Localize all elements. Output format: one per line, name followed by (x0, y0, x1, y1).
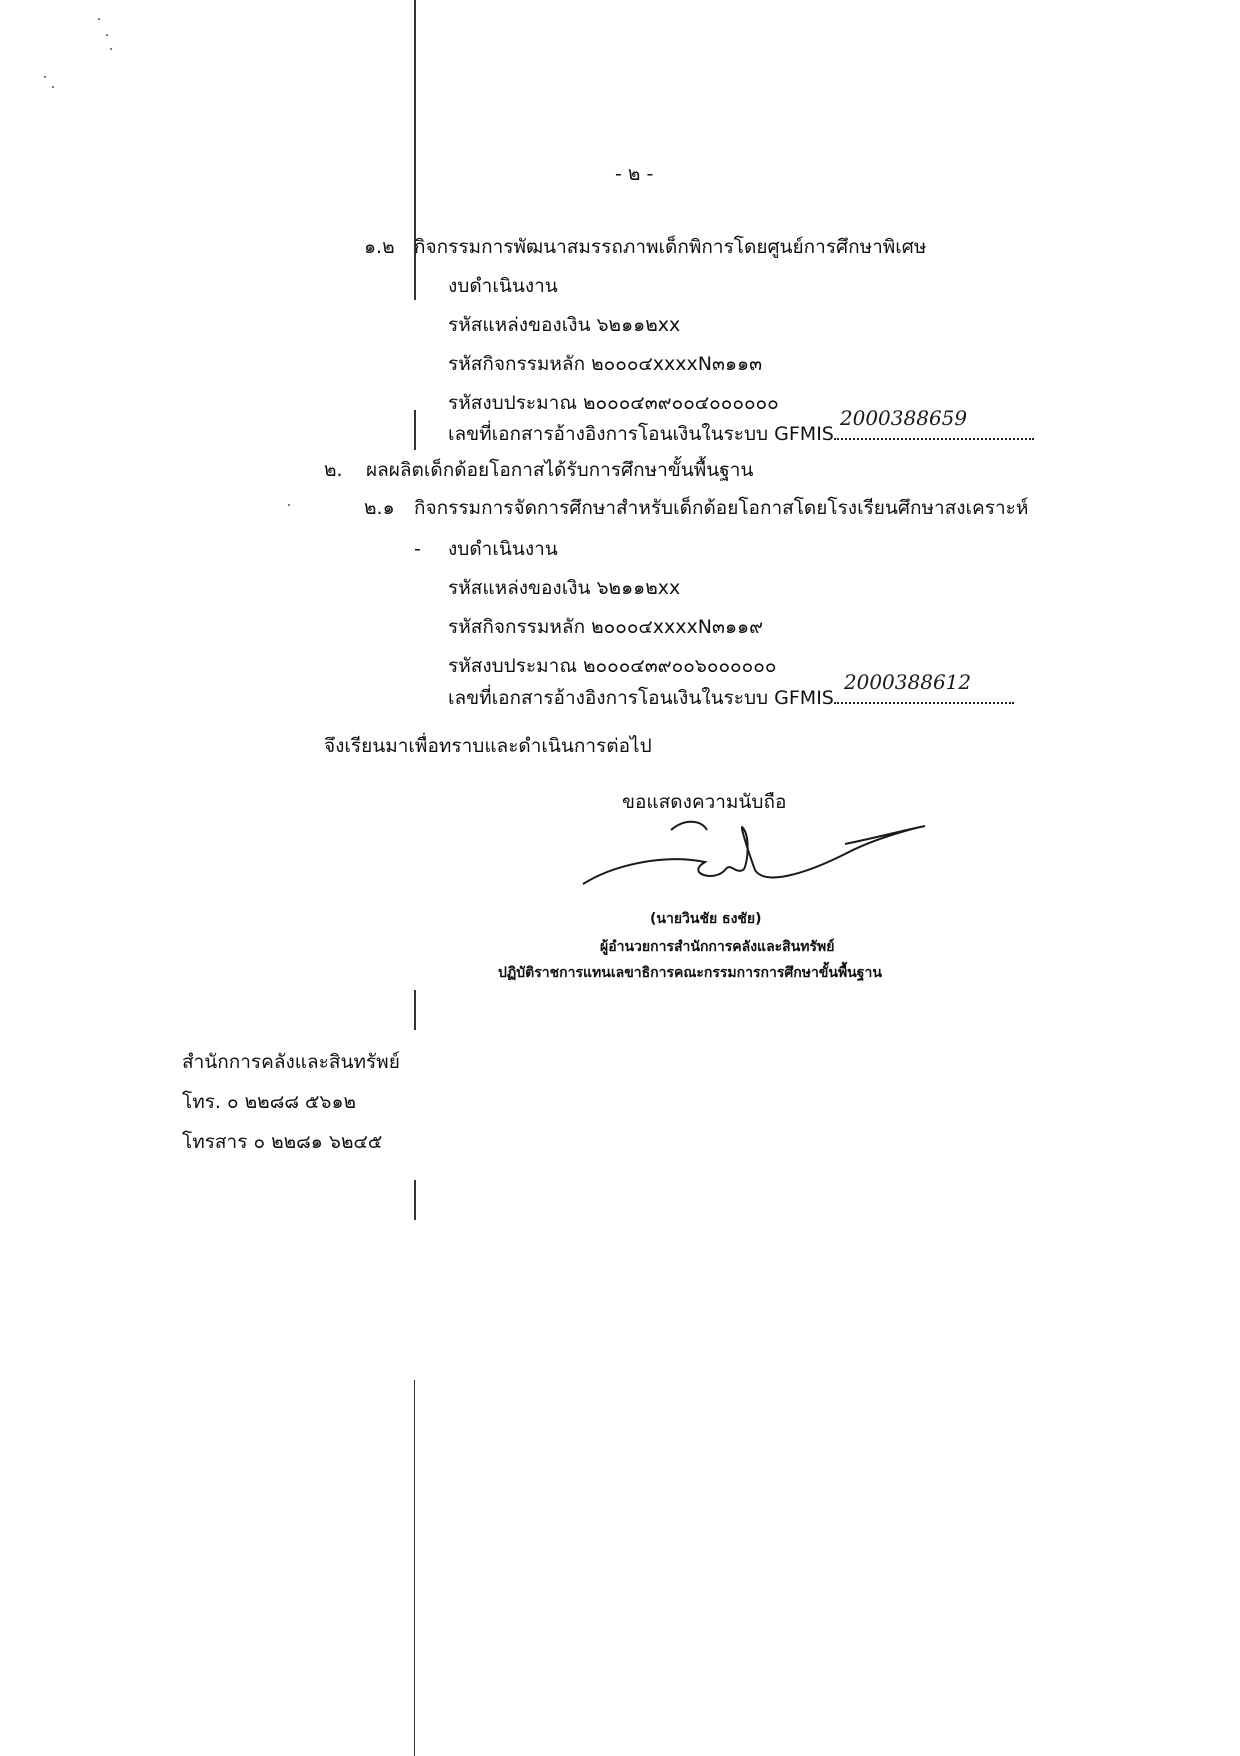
section-1-2-fund-source: รหัสแหล่งของเงิน ๖๒๑๑๒xx (448, 314, 681, 336)
section-2-1-fund-source: รหัสแหล่งของเงิน ๖๒๑๑๒xx (448, 577, 681, 599)
office-name: สำนักการคลังและสินทรัพย์ (182, 1051, 400, 1073)
scan-speck (98, 18, 100, 20)
office-phone: โทร. ๐ ๒๒๘๘ ๕๖๑๒ (182, 1091, 357, 1113)
page-number: - ๒ - (615, 163, 654, 185)
section-2-1-number: ๒.๑ (364, 497, 395, 519)
signer-position: ผู้อำนวยการสำนักการคลังและสินทรัพย์ (600, 939, 835, 955)
office-fax: โทรสาร ๐ ๒๒๘๑ ๖๒๔๕ (182, 1131, 383, 1153)
handwritten-signature (575, 808, 935, 898)
section-2-1-main-activity: รหัสกิจกรรมหลัก ๒๐๐๐๔xxxxN๓๑๑๙ (448, 616, 764, 638)
section-2-1-bullet: - (414, 538, 421, 560)
section-1-2-budget-type: งบดำเนินงาน (448, 275, 558, 297)
scan-fold-line (414, 1180, 416, 1220)
scan-fold-line (414, 990, 416, 1030)
scan-speck (106, 34, 108, 36)
scan-speck (288, 504, 290, 506)
scan-fold-line (414, 410, 416, 450)
gfmis-label: เลขที่เอกสารอ้างอิงการโอนเงินในระบบ GFMIS (448, 687, 834, 709)
signer-acting-on-behalf: ปฏิบัติราชการแทนเลขาธิการคณะกรรมการการศึกษาขั้นพื้นฐาน (498, 965, 882, 981)
regards: ขอแสดงความนับถือ (622, 791, 787, 813)
section-2-title: ผลผลิตเด็กด้อยโอกาสได้รับการศึกษาขั้นพื้นฐาน (366, 459, 754, 481)
section-2-number: ๒. (324, 459, 343, 481)
section-2-1-title: กิจกรรมการจัดการศึกษาสำหรับเด็กด้อยโอกาสโดยโรงเรียนศึกษาสงเคราะห์ (414, 497, 1029, 519)
scan-speck (52, 86, 54, 88)
section-1-2-budget-code: รหัสงบประมาณ ๒๐๐๐๔๓๙๐๐๔๐๐๐๐๐๐ (448, 392, 779, 414)
section-1-2-main-activity: รหัสกิจกรรมหลัก ๒๐๐๐๔xxxxN๓๑๑๓ (448, 353, 763, 375)
scan-speck (110, 48, 112, 50)
section-2-1-budget-type: งบดำเนินงาน (448, 538, 558, 560)
section-2-1-budget-code: รหัสงบประมาณ ๒๐๐๐๔๓๙๐๐๖๐๐๐๐๐๐ (448, 655, 777, 677)
scan-fold-line (414, 1380, 415, 1756)
gfmis-handwritten-number: 2000388612 (843, 670, 972, 694)
section-1-2-title: กิจกรรมการพัฒนาสมรรถภาพเด็กพิการโดยศูนย์การศึกษาพิเศษ (414, 236, 927, 258)
gfmis-label: เลขที่เอกสารอ้างอิงการโอนเงินในระบบ GFMIS (448, 423, 834, 445)
section-2-1-gfmis-line (448, 670, 1014, 710)
gfmis-handwritten-number: 2000388659 (839, 406, 968, 430)
dotted-fill (834, 406, 1034, 440)
dotted-fill (834, 670, 1014, 704)
scan-speck (44, 76, 46, 78)
closing-sentence: จึงเรียนมาเพื่อทราบและดำเนินการต่อไป (324, 735, 652, 757)
section-1-2-number: ๑.๒ (364, 236, 395, 258)
section-1-2-gfmis-line (448, 406, 1034, 446)
signer-name: (นายวินชัย ธงชัย) (650, 911, 762, 927)
